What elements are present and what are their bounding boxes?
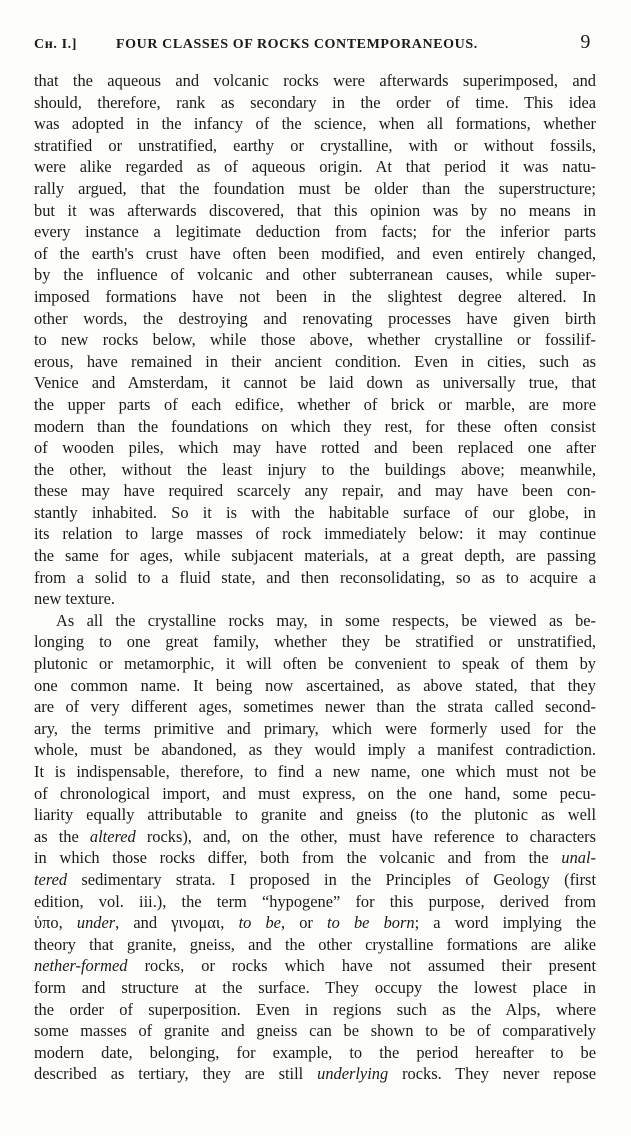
text-run: , or	[280, 913, 328, 933]
running-head	[34, 31, 601, 57]
text-run: ,	[58, 913, 77, 933]
text-line: Venice and Amsterdam, it cannot be laid down as universally true, that	[34, 373, 596, 393]
italic-term: altered	[89, 826, 136, 846]
text-line	[34, 847, 596, 869]
text-line: stratified or unstratified, earthy or crystalline, with or without fossils,	[34, 135, 596, 155]
italic-term: tered	[34, 869, 68, 889]
text-line	[34, 955, 596, 977]
text-line: were alike regarded as of aqueous origin. At that period it was natu-	[34, 157, 596, 177]
paragraph-1	[34, 70, 596, 610]
text-line: of the earth's crust have often been modified, and even entirely changed,	[34, 243, 596, 263]
text-line: of wooden piles, which may have rotted and been replaced one after	[34, 438, 596, 458]
italic-term: to be born	[327, 913, 415, 933]
text-line: the order of superposition. Even in regions such as the Alps, where	[34, 999, 596, 1019]
text-line	[34, 912, 596, 934]
text-line: whole, must be abandoned, as they would imply a manifest contradiction.	[34, 740, 596, 760]
text-line: imposed formations have not been in the slightest degree altered. In	[34, 286, 596, 306]
text-line: by the influence of volcanic and other subterranean causes, while super-	[34, 265, 596, 285]
text-run: in which those rocks differ, both from the volcanic and from the	[34, 848, 562, 868]
paragraph-2	[34, 610, 596, 1085]
text-line: the upper parts of each edifice, whether of brick or marble, are more	[34, 394, 596, 414]
running-title: FOUR CLASSES OF ROCKS CONTEMPORANEOUS.	[116, 37, 478, 52]
body-text	[34, 70, 596, 1085]
text-line: to new rocks below, while those above, whether crystalline or fossilif-	[34, 330, 596, 350]
text-line: the other, without the least injury to the buildings above; meanwhile,	[34, 459, 596, 479]
text-line: some masses of granite and gneiss can be shown to be of comparatively	[34, 1021, 596, 1041]
text-line: edition, vol. iii.), the term “hypogene” for this purpose, derived from	[34, 891, 596, 911]
text-line: other words, the destroying and renovating processes have given birth	[34, 308, 596, 328]
text-run: , and	[115, 913, 172, 933]
text-line: longing to one great family, whether they be stratified or unstratified,	[34, 632, 596, 652]
text-line: every instance a legitimate deduction from facts; for the inferior parts	[34, 222, 596, 242]
text-line: these may have required scarcely any repair, and may have been con-	[34, 481, 596, 501]
text-line: of chronological import, and must express, on the one hand, some pecu-	[34, 783, 596, 803]
text-run: rocks. They never repose	[388, 1064, 596, 1084]
text-run: rocks), and, on the other, must have reference to characters	[135, 826, 597, 846]
italic-term: nether-formed	[34, 956, 128, 976]
text-line: liarity equally attributable to granite and gneiss (to the plutonic as well	[34, 805, 596, 825]
text-line: one common name. It being now ascertained, as above stated, that they	[34, 675, 596, 695]
text-line: stantly inhabited. So it is with the habitable surface of our globe, in	[34, 502, 596, 522]
greek-word: ὑπο	[34, 913, 59, 933]
text-line: theory that granite, gneiss, and the other crystalline formations are alike	[34, 934, 596, 954]
text-run: ,	[220, 913, 239, 933]
greek-word: γινομαι	[171, 913, 221, 933]
text-line: modern date, belonging, for example, to the period hereafter to be	[34, 1042, 596, 1062]
text-line: erous, have remained in their ancient condition. Even in cities, such as	[34, 351, 596, 371]
text-run: sedimentary strata. I proposed in the Principles of Geology (first	[67, 869, 596, 889]
text-line: its relation to large masses of rock immediately below: it may continue	[34, 524, 596, 544]
text-run: rocks, or rocks which have not assumed their present	[127, 956, 596, 976]
text-line: rally argued, that the foundation must be older than the superstructure;	[34, 178, 596, 198]
text-line: was adopted in the infancy of the science, when all formations, whether	[34, 114, 596, 134]
italic-term: underlying	[317, 1064, 389, 1084]
text-line	[34, 1063, 596, 1085]
text-line: new texture.	[34, 589, 116, 609]
text-line: should, therefore, rank as secondary in the order of time. This idea	[34, 92, 596, 112]
text-line	[34, 826, 596, 848]
text-line: from a solid to a fluid state, and then reconsolidating, so as to acquire a	[34, 567, 596, 587]
text-run: as the	[34, 826, 90, 846]
italic-term: unal-	[561, 848, 596, 868]
text-line: are of very different ages, sometimes newer than the strata called second-	[34, 697, 596, 717]
page-number: 9	[580, 31, 591, 53]
text-run: ; a word implying the	[414, 913, 596, 933]
text-line: plutonic or metamorphic, it will often be convenient to speak of them by	[34, 654, 596, 674]
text-line	[34, 869, 596, 891]
text-line: but it was afterwards discovered, that this opinion was by no means in	[34, 200, 596, 220]
text-line: the same for ages, while subjacent materials, at a great depth, are passing	[34, 546, 596, 566]
text-line: As all the crystalline rocks may, in some respects, be viewed as be-	[56, 610, 596, 630]
italic-term: under	[76, 913, 116, 933]
text-line: ary, the terms primitive and primary, which were formerly used for the	[34, 718, 596, 738]
text-line: form and structure at the surface. They occupy the lowest place in	[34, 977, 596, 997]
text-line: It is indispensable, therefore, to find a new name, one which must not be	[34, 762, 596, 781]
italic-term: to be	[238, 913, 281, 933]
text-line: modern than the foundations on which they rest, for these often consist	[34, 416, 596, 436]
text-run: described as tertiary, they are still	[34, 1064, 318, 1084]
text-line: that the aqueous and volcanic rocks were afterwards superimposed, and	[34, 71, 596, 90]
chapter-label: Cн. I.]	[34, 37, 77, 52]
